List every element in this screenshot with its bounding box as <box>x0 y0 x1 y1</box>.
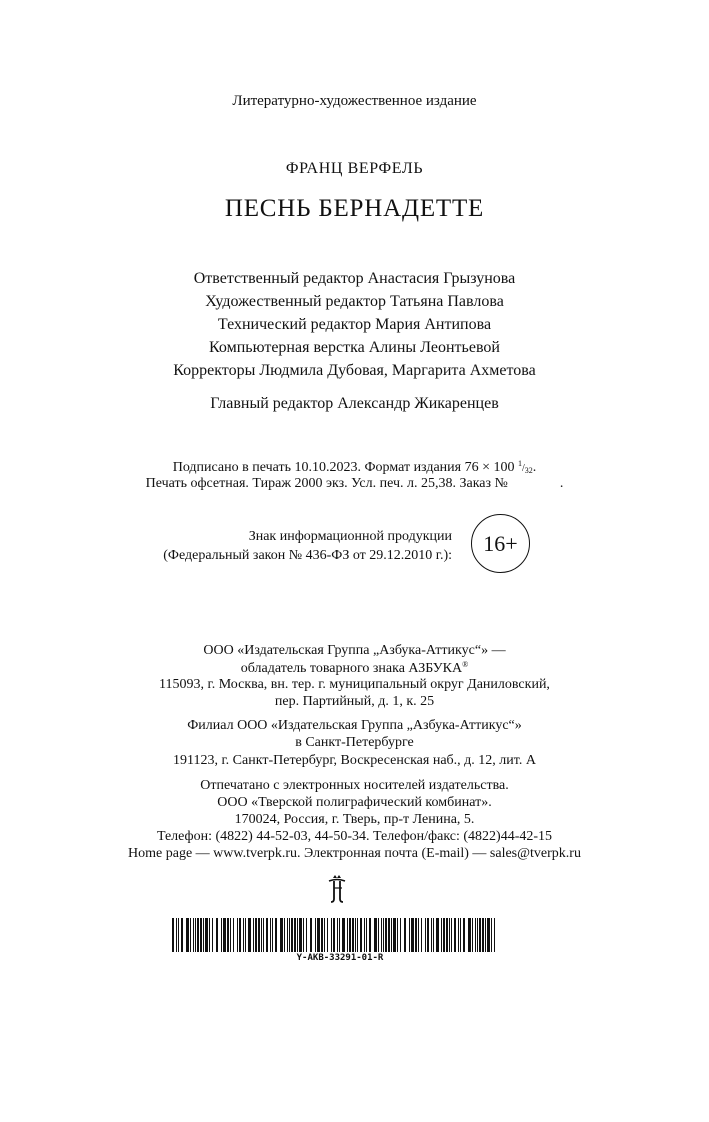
publisher-line-2 <box>0 661 709 676</box>
barcode-bar <box>233 918 234 952</box>
barcode-bar <box>475 918 476 952</box>
barcode-bar <box>255 918 257 952</box>
barcode-bar <box>385 918 387 952</box>
barcode-bar <box>339 918 340 952</box>
barcode-bar <box>176 918 177 952</box>
barcode-bar <box>487 918 490 952</box>
print-info-line-2 <box>0 477 709 491</box>
barcode-bar <box>172 918 174 952</box>
barcode-bar <box>436 918 439 952</box>
format-fraction-slash: / <box>522 463 525 474</box>
barcode-bar <box>433 918 434 952</box>
barcode-bar <box>272 918 273 952</box>
barcode-bar <box>212 918 213 952</box>
barcode-bar <box>216 918 218 952</box>
barcode-bar <box>366 918 367 952</box>
printer-contacts: Home page — www.tverpk.ru. Электронная почта (E-mail) — sales@tverpk.ru <box>128 846 581 861</box>
publisher-line-1: ООО «Издательская Группа „Азбука-Аттикус“» — <box>203 643 506 658</box>
barcode-bar <box>205 918 208 952</box>
barcode-bar <box>237 918 238 952</box>
barcode-bar <box>458 918 459 952</box>
branch-line-2: в Санкт-Петербурге <box>295 735 414 750</box>
book-title: ПЕСНЬ БЕРНАДЕТТЕ <box>224 195 485 222</box>
credit-layout: Компьютерная верстка Алины Леонтьевой <box>209 339 500 356</box>
age-rating-badge <box>471 514 530 573</box>
credit-proofreaders: Корректоры Людмила Дубовая, Маргарита Ахметова <box>173 362 536 379</box>
barcode-bar <box>178 918 179 952</box>
barcode-bar <box>280 918 283 952</box>
barcode-bar <box>243 918 244 952</box>
barcode-bar <box>391 918 392 952</box>
branch-line-3: 191123, г. Санкт-Петербург, Воскресенская наб., д. 12, лит. А <box>173 753 536 768</box>
barcode-bar <box>303 918 304 952</box>
barcode-bar <box>352 918 354 952</box>
barcode-bar <box>383 918 384 952</box>
barcode-bar <box>449 918 450 952</box>
barcode-bar <box>388 918 390 952</box>
barcode-bar <box>485 918 486 952</box>
barcode-bar <box>451 918 452 952</box>
barcode-bar <box>360 918 362 952</box>
print-info-line-2-text: Печать офсетная. Тираж 2000 экз. Усл. печ. л. 25,38. Заказ № <box>145 476 508 491</box>
barcode-bar <box>357 918 358 952</box>
barcode-bar <box>446 918 448 952</box>
print-info-line-2-end: . <box>559 476 564 491</box>
barcode-bar <box>411 918 414 952</box>
barcode-bar <box>287 918 288 952</box>
barcode-bar <box>209 918 210 952</box>
age-rating-label: Знак информационной продукции <box>248 529 452 544</box>
barcode-bar <box>266 918 268 952</box>
barcode-bar <box>197 918 199 952</box>
barcode-bar <box>342 918 345 952</box>
barcode-bar <box>393 918 396 952</box>
publisher-trademark-text: обладатель товарного знака АЗБУКА <box>240 661 463 676</box>
barcode-bar <box>321 918 323 952</box>
barcode-bar <box>258 918 260 952</box>
barcode-bar <box>223 918 226 952</box>
barcode-bar <box>248 918 251 952</box>
barcode-bar <box>349 918 351 952</box>
age-rating-badge-text: 16+ <box>483 530 518 556</box>
barcode-bar <box>369 918 371 952</box>
barcode-bar <box>195 918 196 952</box>
barcode-bar <box>482 918 484 952</box>
barcode-bar <box>203 918 204 952</box>
barcode-bar <box>491 918 492 952</box>
printer-phone: Телефон: (4822) 44-52-03, 44-50-34. Телефон/факс: (4822)44-42-15 <box>156 829 553 844</box>
barcode-bar <box>479 918 481 952</box>
barcode <box>172 918 499 952</box>
barcode-bar <box>425 918 426 952</box>
barcode-bar <box>400 918 401 952</box>
format-fraction <box>518 459 533 475</box>
barcode-bar <box>294 918 296 952</box>
branch-line-1: Филиал ООО «Издательская Группа „Азбука-Аттикус“» <box>187 718 522 733</box>
barcode-bar <box>291 918 293 952</box>
barcode-bar <box>245 918 246 952</box>
barcode-bar <box>494 918 495 952</box>
barcode-bar <box>270 918 271 952</box>
barcode-bar <box>421 918 422 952</box>
barcode-bar <box>374 918 377 952</box>
author-name: ФРАНЦ ВЕРФЕЛЬ <box>285 160 424 177</box>
barcode-bar <box>443 918 445 952</box>
publisher-line-3: 115093, г. Москва, вн. тер. г. муниципальный округ Даниловский, <box>159 677 550 692</box>
genre-line: Литературно-художественное издание <box>232 93 477 109</box>
format-fraction-numerator: 1 <box>518 459 522 468</box>
publisher-line-4: пер. Партийный, д. 1, к. 25 <box>274 694 435 709</box>
print-info-line-1-end: . <box>532 460 537 475</box>
barcode-bar <box>347 918 348 952</box>
registered-mark: ® <box>462 660 469 669</box>
barcode-bar <box>327 918 328 952</box>
barcode-bar <box>299 918 302 952</box>
barcode-bar <box>261 918 262 952</box>
barcode-bar <box>397 918 398 952</box>
barcode-bar <box>315 918 316 952</box>
barcode-bar <box>275 918 277 952</box>
barcode-bar <box>186 918 189 952</box>
barcode-bar <box>463 918 465 952</box>
print-info-line-1 <box>0 460 709 475</box>
barcode-bar <box>317 918 320 952</box>
barcode-bar <box>472 918 473 952</box>
printer-logo-icon <box>325 873 349 905</box>
barcode-bar <box>221 918 222 952</box>
print-info-line-1-text: Подписано в печать 10.10.2023. Формат издания 76 × 100 <box>172 460 515 475</box>
barcode-bar <box>431 918 432 952</box>
barcode-bar <box>190 918 191 952</box>
barcode-bar <box>331 918 332 952</box>
format-fraction-denominator: 32 <box>524 466 533 475</box>
barcode-bar <box>418 918 419 952</box>
barcode-bar <box>227 918 229 952</box>
barcode-bar <box>378 918 379 952</box>
barcode-bar <box>239 918 241 952</box>
barcode-bar <box>454 918 456 952</box>
barcode-bar <box>284 918 285 952</box>
barcode-bar <box>427 918 429 952</box>
barcode-bar <box>310 918 312 952</box>
barcode-bar <box>415 918 417 952</box>
barcode-bar <box>230 918 231 952</box>
barcode-bar <box>468 918 471 952</box>
barcode-bar <box>409 918 410 952</box>
barcode-bar <box>200 918 202 952</box>
barcode-bar <box>289 918 290 952</box>
barcode-bar <box>193 918 194 952</box>
barcode-bar <box>404 918 406 952</box>
credit-responsible-editor: Ответственный редактор Анастасия Грызунова <box>193 270 516 287</box>
barcode-bar <box>364 918 365 952</box>
barcode-bar <box>355 918 356 952</box>
barcode-bar <box>253 918 254 952</box>
credit-art-editor: Художественный редактор Татьяна Павлова <box>205 293 504 310</box>
barcode-bar <box>324 918 325 952</box>
barcode-bar <box>263 918 264 952</box>
barcode-bar <box>306 918 307 952</box>
age-rating-law: (Федеральный закон № 436-ФЗ от 29.12.2010 г.): <box>163 548 452 563</box>
barcode-bar <box>477 918 478 952</box>
credit-technical-editor: Технический редактор Мария Антипова <box>217 316 492 333</box>
barcode-bar <box>333 918 335 952</box>
printer-line-2: ООО «Тверской полиграфический комбинат». <box>217 795 492 810</box>
barcode-bar <box>460 918 461 952</box>
barcode-bar <box>181 918 183 952</box>
barcode-bar <box>337 918 338 952</box>
credit-chief-editor: Главный редактор Александр Жикаренцев <box>210 395 499 412</box>
barcode-bar <box>441 918 442 952</box>
barcode-code: Y-AKB-33291-01-R <box>296 953 384 963</box>
barcode-bar <box>381 918 382 952</box>
barcode-bar <box>297 918 298 952</box>
printer-line-3: 170024, Россия, г. Тверь, пр-т Ленина, 5. <box>234 812 475 827</box>
printer-line-1: Отпечатано с электронных носителей издательства. <box>200 778 509 793</box>
